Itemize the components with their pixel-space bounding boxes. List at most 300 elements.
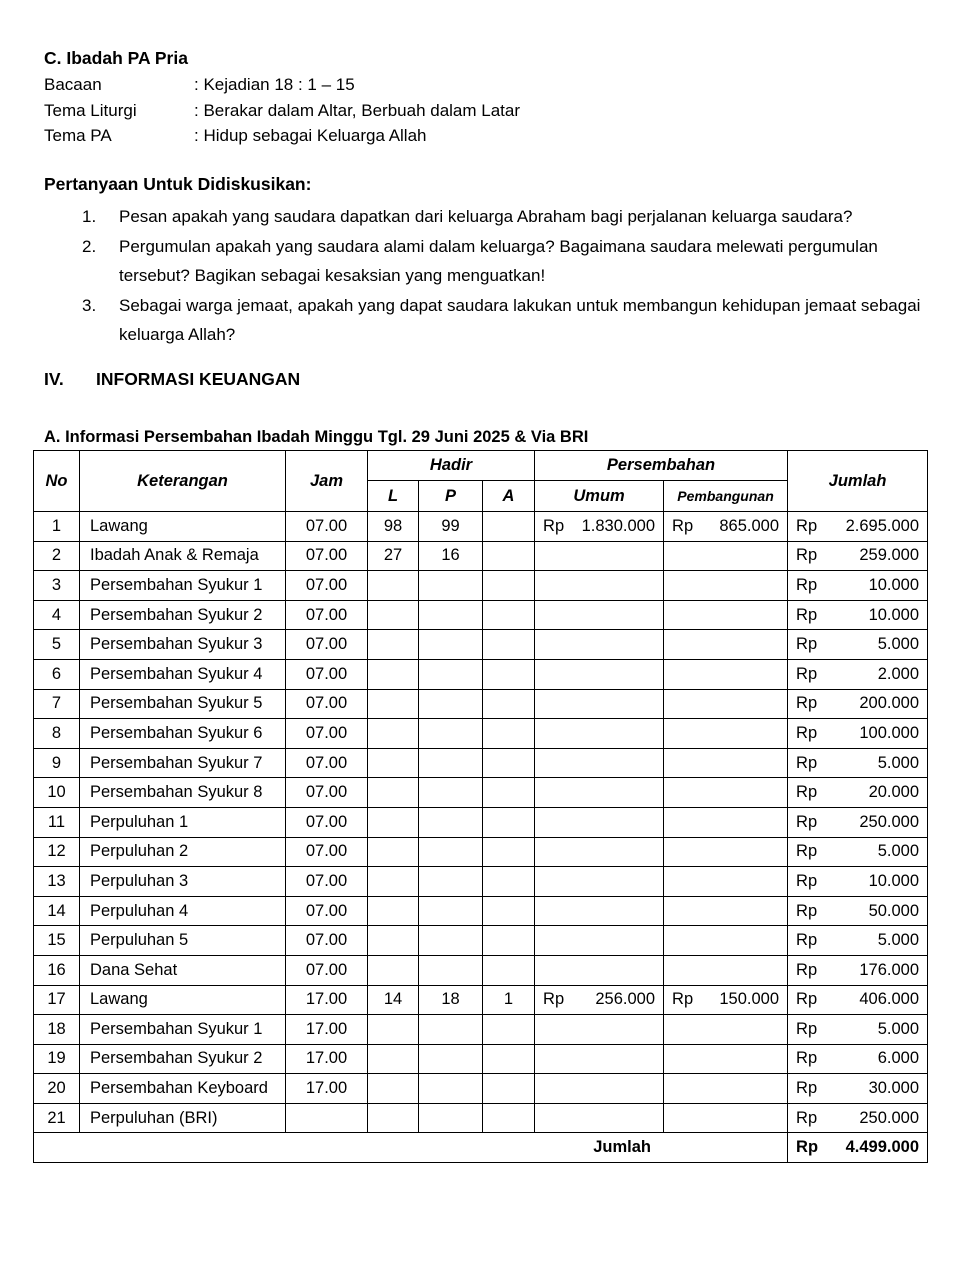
- meta-label: Tema PA: [44, 126, 112, 145]
- meta-row-bacaan: [44, 72, 520, 98]
- cell-pembangunan: [664, 659, 788, 689]
- cell-jam: 17.00: [286, 985, 368, 1015]
- cell-jumlah-value: 406.000: [859, 990, 920, 1009]
- cell-jumlah: [788, 807, 928, 837]
- cell-jam: 07.00: [286, 896, 368, 926]
- cell-hadir-p: [419, 600, 483, 630]
- cell-jumlah: [788, 748, 928, 778]
- cell-hadir-l: [368, 1044, 419, 1074]
- cell-jam: 07.00: [286, 807, 368, 837]
- cell-jam: 07.00: [286, 659, 368, 689]
- cell-hadir-l: [368, 896, 419, 926]
- cell-hadir-l: [368, 955, 419, 985]
- question-number: 1.: [82, 207, 97, 226]
- cell-hadir-l: [368, 1074, 419, 1104]
- cell-jumlah: [788, 659, 928, 689]
- cell-hadir-l: [368, 1015, 419, 1045]
- currency-label: Rp: [796, 871, 818, 890]
- currency-label: Rp: [672, 990, 694, 1009]
- cell-no: 20: [34, 1074, 80, 1104]
- cell-jam: 07.00: [286, 600, 368, 630]
- cell-keterangan: Persembahan Syukur 4: [80, 659, 286, 689]
- currency-label: Rp: [796, 1079, 818, 1098]
- cell-jumlah-value: 2.695.000: [845, 516, 920, 535]
- cell-pembangunan: [664, 985, 788, 1015]
- table-row: [34, 1015, 928, 1045]
- currency-label: Rp: [796, 516, 818, 535]
- table-row: [34, 748, 928, 778]
- table-row: [34, 926, 928, 956]
- cell-umum: [535, 807, 664, 837]
- cell-jam: 07.00: [286, 571, 368, 601]
- meta-row-tema-liturgi: [44, 98, 520, 124]
- cell-no: 14: [34, 896, 80, 926]
- table-row: [34, 896, 928, 926]
- cell-hadir-l: [368, 689, 419, 719]
- cell-jumlah: [788, 955, 928, 985]
- cell-pembangunan: [664, 896, 788, 926]
- cell-jumlah: [788, 689, 928, 719]
- cell-hadir-p: [419, 1103, 483, 1133]
- table-row: [34, 807, 928, 837]
- cell-jumlah-value: 5.000: [877, 842, 920, 861]
- cell-hadir-l: [368, 867, 419, 897]
- cell-pembangunan: [664, 748, 788, 778]
- currency-label: Rp: [543, 516, 565, 535]
- cell-no: 19: [34, 1044, 80, 1074]
- cell-keterangan: Persembahan Syukur 1: [80, 571, 286, 601]
- cell-hadir-l: 14: [368, 985, 419, 1015]
- cell-hadir-p: [419, 867, 483, 897]
- currency-label: Rp: [796, 575, 818, 594]
- cell-no: 2: [34, 541, 80, 571]
- cell-hadir-a: [483, 807, 535, 837]
- cell-jumlah: [788, 985, 928, 1015]
- cell-keterangan: Persembahan Syukur 3: [80, 630, 286, 660]
- cell-umum: [535, 1015, 664, 1045]
- currency-label: Rp: [796, 842, 818, 861]
- cell-no: 18: [34, 1015, 80, 1045]
- cell-umum: [535, 571, 664, 601]
- cell-keterangan: Persembahan Syukur 7: [80, 748, 286, 778]
- cell-pembangunan: [664, 689, 788, 719]
- table-row: [34, 837, 928, 867]
- cell-hadir-p: [419, 571, 483, 601]
- cell-jumlah-value: 5.000: [877, 753, 920, 772]
- table-row: [34, 719, 928, 749]
- table-body: [34, 512, 928, 1133]
- cell-jumlah: [788, 778, 928, 808]
- cell-hadir-p: [419, 807, 483, 837]
- cell-umum: [535, 541, 664, 571]
- cell-jam: 07.00: [286, 926, 368, 956]
- cell-pembangunan: [664, 512, 788, 542]
- cell-pembangunan: [664, 955, 788, 985]
- section-heading-text: INFORMASI KEUANGAN: [96, 369, 301, 389]
- cell-no: 15: [34, 926, 80, 956]
- cell-hadir-a: [483, 926, 535, 956]
- cell-pembangunan: [664, 926, 788, 956]
- cell-pembangunan: [664, 719, 788, 749]
- section-title: C. Ibadah PA Pria: [44, 48, 188, 68]
- cell-hadir-a: [483, 630, 535, 660]
- cell-jam: 07.00: [286, 689, 368, 719]
- cell-hadir-p: [419, 955, 483, 985]
- cell-jam: 07.00: [286, 867, 368, 897]
- cell-keterangan: Persembahan Syukur 1: [80, 1015, 286, 1045]
- question-item: [82, 202, 952, 232]
- questions-heading: Pertanyaan Untuk Didiskusikan:: [44, 174, 312, 194]
- cell-jumlah-value: 20.000: [868, 783, 920, 802]
- cell-no: 16: [34, 955, 80, 985]
- cell-keterangan: Dana Sehat: [80, 955, 286, 985]
- cell-jumlah: [788, 571, 928, 601]
- cell-jumlah: [788, 1015, 928, 1045]
- currency-label: Rp: [796, 931, 818, 950]
- cell-jumlah-value: 6.000: [877, 1049, 920, 1068]
- currency-label: Rp: [796, 635, 818, 654]
- table-row: [34, 512, 928, 542]
- cell-keterangan: Perpuluhan (BRI): [80, 1103, 286, 1133]
- cell-hadir-a: [483, 1103, 535, 1133]
- section-meta: [44, 72, 520, 149]
- cell-jumlah-value: 2.000: [877, 664, 920, 683]
- cell-hadir-p: 16: [419, 541, 483, 571]
- cell-jam: 07.00: [286, 630, 368, 660]
- currency-label: Rp: [796, 783, 818, 802]
- cell-keterangan: Persembahan Syukur 2: [80, 600, 286, 630]
- currency-label: Rp: [796, 753, 818, 772]
- cell-hadir-a: [483, 512, 535, 542]
- header-pembangunan: Pembangunan: [664, 481, 788, 512]
- cell-jumlah: [788, 719, 928, 749]
- question-number: 2.: [82, 236, 97, 256]
- cell-hadir-a: [483, 955, 535, 985]
- cell-umum: [535, 985, 664, 1015]
- cell-hadir-p: [419, 659, 483, 689]
- cell-hadir-l: [368, 600, 419, 630]
- header-l: L: [368, 481, 419, 512]
- meta-value: : Berakar dalam Altar, Berbuah dalam Latar: [194, 100, 521, 120]
- table-row: [34, 541, 928, 571]
- cell-jam: 17.00: [286, 1074, 368, 1104]
- cell-umum: [535, 600, 664, 630]
- cell-jam: 07.00: [286, 541, 368, 571]
- currency-label: Rp: [796, 664, 818, 683]
- cell-hadir-p: [419, 1074, 483, 1104]
- cell-hadir-p: [419, 748, 483, 778]
- cell-umum-value: 256.000: [595, 990, 656, 1009]
- meta-label: Tema Liturgi: [44, 100, 137, 120]
- meta-value: : Hidup sebagai Keluarga Allah: [194, 126, 427, 145]
- cell-hadir-a: [483, 659, 535, 689]
- cell-umum: [535, 630, 664, 660]
- currency-label: Rp: [796, 605, 818, 624]
- cell-jumlah-value: 100.000: [859, 723, 920, 742]
- question-item: [82, 232, 952, 291]
- currency-label: Rp: [796, 901, 818, 920]
- cell-jam: 17.00: [286, 1044, 368, 1074]
- cell-hadir-a: [483, 1015, 535, 1045]
- question-text: Sebagai warga jemaat, apakah yang dapat saudara lakukan untuk membangun kehidupan jemaat sebagai keluarga Allah?: [119, 295, 921, 344]
- currency-label: Rp: [796, 723, 818, 742]
- meta-value: : Kejadian 18 : 1 – 15: [194, 75, 355, 94]
- currency-label: Rp: [796, 1019, 818, 1038]
- table-row: [34, 867, 928, 897]
- currency-label: Rp: [796, 694, 818, 713]
- cell-hadir-l: [368, 1103, 419, 1133]
- cell-jumlah: [788, 600, 928, 630]
- cell-pembangunan-value: 150.000: [719, 990, 780, 1009]
- cell-pembangunan: [664, 541, 788, 571]
- cell-hadir-a: [483, 689, 535, 719]
- cell-jumlah: [788, 512, 928, 542]
- cell-hadir-l: [368, 926, 419, 956]
- table-row: [34, 955, 928, 985]
- cell-hadir-p: [419, 719, 483, 749]
- cell-jam: 07.00: [286, 837, 368, 867]
- cell-hadir-p: [419, 1015, 483, 1045]
- cell-hadir-l: [368, 719, 419, 749]
- cell-keterangan: Persembahan Keyboard: [80, 1074, 286, 1104]
- cell-hadir-l: [368, 630, 419, 660]
- total-row: [34, 1133, 928, 1163]
- cell-pembangunan: [664, 600, 788, 630]
- cell-hadir-p: [419, 689, 483, 719]
- cell-jumlah-value: 259.000: [859, 546, 920, 565]
- cell-jumlah-value: 200.000: [859, 694, 920, 713]
- cell-pembangunan: [664, 571, 788, 601]
- cell-umum: [535, 689, 664, 719]
- question-number: 3.: [82, 295, 97, 315]
- cell-no: 11: [34, 807, 80, 837]
- header-keterangan: Keterangan: [80, 451, 286, 512]
- cell-umum-value: 1.830.000: [581, 516, 656, 535]
- cell-umum: [535, 1103, 664, 1133]
- cell-jumlah-value: 5.000: [877, 1019, 920, 1038]
- cell-keterangan: Perpuluhan 4: [80, 896, 286, 926]
- cell-jumlah: [788, 896, 928, 926]
- cell-jumlah: [788, 630, 928, 660]
- total-value: 4.499.000: [845, 1138, 920, 1157]
- cell-hadir-p: 18: [419, 985, 483, 1015]
- header-hadir: Hadir: [368, 451, 535, 481]
- cell-hadir-p: [419, 630, 483, 660]
- cell-jumlah-value: 250.000: [859, 812, 920, 831]
- table-row: [34, 571, 928, 601]
- cell-jam: 07.00: [286, 955, 368, 985]
- cell-hadir-l: [368, 778, 419, 808]
- cell-umum: [535, 512, 664, 542]
- cell-jam: 07.00: [286, 748, 368, 778]
- currency-label: Rp: [672, 516, 694, 535]
- cell-umum: [535, 748, 664, 778]
- section-number: IV.: [44, 369, 64, 389]
- cell-hadir-p: [419, 896, 483, 926]
- cell-jumlah-value: 250.000: [859, 1108, 920, 1127]
- cell-hadir-l: 27: [368, 541, 419, 571]
- table-row: [34, 600, 928, 630]
- cell-hadir-a: [483, 719, 535, 749]
- question-item: [82, 291, 952, 350]
- cell-pembangunan: [664, 778, 788, 808]
- cell-umum: [535, 896, 664, 926]
- cell-jam: 17.00: [286, 1015, 368, 1045]
- header-p: P: [419, 481, 483, 512]
- cell-hadir-a: [483, 896, 535, 926]
- cell-jumlah: [788, 926, 928, 956]
- cell-jumlah-value: 5.000: [877, 931, 920, 950]
- currency-label: Rp: [796, 960, 818, 979]
- cell-hadir-a: [483, 541, 535, 571]
- cell-no: 1: [34, 512, 80, 542]
- cell-hadir-l: [368, 837, 419, 867]
- cell-keterangan: Perpuluhan 3: [80, 867, 286, 897]
- table-row: [34, 1074, 928, 1104]
- cell-keterangan: Lawang: [80, 512, 286, 542]
- cell-pembangunan: [664, 867, 788, 897]
- cell-pembangunan-value: 865.000: [719, 516, 780, 535]
- cell-jumlah: [788, 1044, 928, 1074]
- cell-no: 12: [34, 837, 80, 867]
- table-row: [34, 630, 928, 660]
- cell-jam: [286, 1103, 368, 1133]
- cell-hadir-p: 99: [419, 512, 483, 542]
- cell-hadir-l: [368, 748, 419, 778]
- cell-hadir-p: [419, 926, 483, 956]
- cell-hadir-a: [483, 837, 535, 867]
- cell-hadir-a: [483, 1074, 535, 1104]
- cell-no: 3: [34, 571, 80, 601]
- total-value-cell: [788, 1133, 928, 1163]
- cell-umum: [535, 778, 664, 808]
- question-text: Pesan apakah yang saudara dapatkan dari keluarga Abraham bagi perjalanan keluarga saudara?: [119, 207, 853, 226]
- cell-umum: [535, 659, 664, 689]
- cell-hadir-a: [483, 571, 535, 601]
- cell-no: 10: [34, 778, 80, 808]
- cell-pembangunan: [664, 1074, 788, 1104]
- cell-keterangan: Perpuluhan 2: [80, 837, 286, 867]
- header-jam: Jam: [286, 451, 368, 512]
- cell-hadir-l: [368, 807, 419, 837]
- total-label: Jumlah: [34, 1133, 788, 1163]
- cell-jumlah-value: 10.000: [868, 871, 920, 890]
- cell-hadir-p: [419, 837, 483, 867]
- cell-umum: [535, 719, 664, 749]
- cell-no: 17: [34, 985, 80, 1015]
- question-text: Pergumulan apakah yang saudara alami dalam keluarga? Bagaimana saudara melewati pergumulan tersebut? Bagikan sebagai kesaksian yang menguatkan!: [119, 236, 878, 285]
- header-jumlah: Jumlah: [788, 451, 928, 512]
- table-caption: A. Informasi Persembahan Ibadah Minggu Tgl. 29 Juni 2025 & Via BRI: [44, 428, 589, 446]
- cell-pembangunan: [664, 1103, 788, 1133]
- questions-list: [82, 202, 952, 350]
- cell-jumlah-value: 30.000: [868, 1079, 920, 1098]
- cell-pembangunan: [664, 630, 788, 660]
- currency-label: Rp: [543, 990, 565, 1009]
- cell-keterangan: Persembahan Syukur 2: [80, 1044, 286, 1074]
- cell-hadir-a: [483, 748, 535, 778]
- currency-label: Rp: [796, 546, 818, 565]
- cell-jumlah: [788, 867, 928, 897]
- offering-table: [33, 450, 928, 1163]
- cell-umum: [535, 926, 664, 956]
- currency-label: Rp: [796, 812, 818, 831]
- table-row: [34, 985, 928, 1015]
- cell-hadir-l: [368, 571, 419, 601]
- cell-keterangan: Persembahan Syukur 5: [80, 689, 286, 719]
- cell-jumlah-value: 10.000: [868, 575, 920, 594]
- cell-umum: [535, 1044, 664, 1074]
- table-row: [34, 1103, 928, 1133]
- currency-label: Rp: [796, 1138, 819, 1157]
- cell-jumlah: [788, 837, 928, 867]
- cell-keterangan: Perpuluhan 5: [80, 926, 286, 956]
- cell-no: 6: [34, 659, 80, 689]
- table-row: [34, 778, 928, 808]
- header-umum: Umum: [535, 481, 664, 512]
- cell-no: 21: [34, 1103, 80, 1133]
- cell-keterangan: Persembahan Syukur 6: [80, 719, 286, 749]
- cell-no: 8: [34, 719, 80, 749]
- cell-jumlah: [788, 1074, 928, 1104]
- meta-row-tema-pa: [44, 123, 520, 149]
- cell-umum: [535, 1074, 664, 1104]
- cell-hadir-p: [419, 778, 483, 808]
- cell-no: 7: [34, 689, 80, 719]
- cell-hadir-l: [368, 659, 419, 689]
- cell-jam: 07.00: [286, 778, 368, 808]
- cell-hadir-a: [483, 600, 535, 630]
- cell-pembangunan: [664, 807, 788, 837]
- cell-pembangunan: [664, 1044, 788, 1074]
- cell-keterangan: Ibadah Anak & Remaja: [80, 541, 286, 571]
- table-row: [34, 659, 928, 689]
- cell-no: 9: [34, 748, 80, 778]
- currency-label: Rp: [796, 990, 818, 1009]
- currency-label: Rp: [796, 1108, 818, 1127]
- cell-hadir-a: [483, 1044, 535, 1074]
- cell-jumlah-value: 10.000: [868, 605, 920, 624]
- meta-label: Bacaan: [44, 75, 102, 94]
- header-no: No: [34, 451, 80, 512]
- header-a: A: [483, 481, 535, 512]
- cell-no: 13: [34, 867, 80, 897]
- cell-jumlah: [788, 1103, 928, 1133]
- cell-hadir-a: [483, 867, 535, 897]
- cell-umum: [535, 867, 664, 897]
- cell-jumlah-value: 176.000: [859, 960, 920, 979]
- finance-section-heading: [44, 369, 300, 390]
- currency-label: Rp: [796, 1049, 818, 1068]
- cell-umum: [535, 955, 664, 985]
- cell-keterangan: Persembahan Syukur 8: [80, 778, 286, 808]
- cell-pembangunan: [664, 1015, 788, 1045]
- header-persembahan: Persembahan: [535, 451, 788, 481]
- cell-hadir-l: 98: [368, 512, 419, 542]
- cell-hadir-a: [483, 778, 535, 808]
- cell-keterangan: Perpuluhan 1: [80, 807, 286, 837]
- cell-umum: [535, 837, 664, 867]
- cell-jumlah-value: 50.000: [868, 901, 920, 920]
- cell-jam: 07.00: [286, 512, 368, 542]
- cell-no: 5: [34, 630, 80, 660]
- cell-jumlah: [788, 541, 928, 571]
- table-row: [34, 1044, 928, 1074]
- cell-hadir-a: 1: [483, 985, 535, 1015]
- cell-jumlah-value: 5.000: [877, 635, 920, 654]
- cell-keterangan: Lawang: [80, 985, 286, 1015]
- table-row: [34, 689, 928, 719]
